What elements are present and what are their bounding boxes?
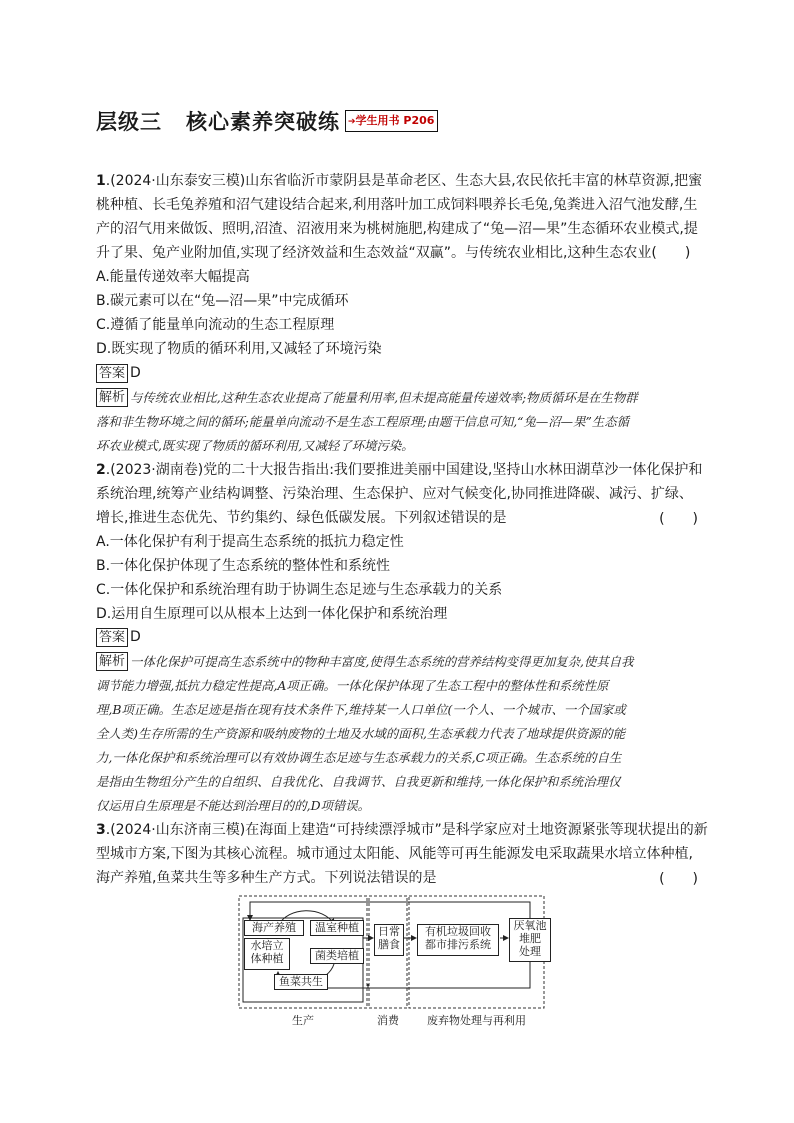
q2-explanation-line-1: 解析 一体化保护可提高生态系统中的物种丰富度,使得生态系统的营养结构变得更加复杂,使其自我 — [96, 652, 634, 672]
q2-explanation-line-7: 仅运用自生原理是不能达到治理目的的,D项错误。 — [96, 798, 371, 813]
q2-answer — [96, 628, 141, 647]
q1-explanation-line-3: 环农业模式,既实现了物质的循环利用,又减轻了环境污染。 — [96, 438, 414, 453]
q1-number: 1 — [96, 173, 106, 189]
daily-diet-box: 日常 膳食 — [374, 924, 404, 956]
q1-line-4: 升了果、兔产业附加值,实现了经济效益和生态效益“双赢”。与传统农业相比,这种生态农业( ) — [96, 245, 691, 261]
q2-number: 2 — [96, 462, 106, 478]
answer-tag: 答案 — [96, 628, 128, 647]
arrow-icon: ➔ — [348, 117, 356, 127]
q2-option-a: A.一体化保护有利于提高生态系统的抵抗力稳定性 — [96, 534, 404, 550]
aquaponics-box: 鱼菜共生 — [274, 974, 328, 990]
greenhouse-box: 温室种植 — [310, 920, 364, 936]
organic-waste-label: 有机垃圾回收 — [425, 925, 491, 938]
answer-tag: 答案 — [96, 364, 128, 383]
q1-line-1: 1.(2024·山东泰安三模)山东省临沂市蒙阴县是革命老区、生态大县,农民依托丰富的林草资源,把蜜 — [96, 173, 703, 189]
q2-option-c: C.一体化保护和系统治理有助于协调生态足迹与生态承载力的关系 — [96, 582, 503, 598]
q2-explanation-line-6: 是指由生物组分产生的自组织、自我优化、自我调节、自我更新和维持,一体化保护和系统治理仅 — [96, 774, 621, 789]
consumption-label: 消费 — [377, 1014, 399, 1027]
q3-number: 3 — [96, 822, 106, 838]
q3-line-1: 3.(2024·山东济南三模)在海面上建造“可持续漂浮城市”是科学家应对土地资源紧张等现状提出的新 — [96, 822, 708, 838]
q1-line-3: 产的沼气用来做饭、照明,沼渣、沼液用来为桃树施肥,构建成了“兔—沼—果”生态循环农业模式,提 — [96, 221, 698, 237]
explanation-tag: 解析 — [96, 652, 128, 671]
waste-system-box — [417, 924, 499, 956]
explanation-tag: 解析 — [96, 388, 128, 407]
q1-option-c: C.遵循了能量单向流动的生态工程原理 — [96, 317, 335, 333]
q2-option-d: D.运用自生原理可以从根本上达到一体化保护和系统治理 — [96, 606, 448, 622]
q3-line-2: 型城市方案,下图为其核心流程。城市通过太阳能、风能等可再生能源发电采取蔬果水培立体种植, — [96, 846, 693, 862]
textbook-ref-tag — [345, 110, 438, 132]
q1-option-b: B.碳元素可以在“兔—沼—果”中完成循环 — [96, 293, 349, 309]
q1-explanation-line-1: 解析 与传统农业相比,这种生态农业提高了能量利用率,但未提高能量传递效率;物质循环是在生物群 — [96, 388, 638, 408]
q2-line-2: 系统治理,统筹产业结构调整、污染治理、生态保护、应对气候变化,协同推进降碳、减污、扩绿、 — [96, 486, 693, 502]
anaerobic-compost-box: 厌氧池 堆肥 处理 — [509, 918, 551, 962]
production-label: 生产 — [292, 1014, 314, 1027]
level-label: 层级三 — [96, 110, 162, 134]
q1-answer-value: D — [130, 365, 141, 381]
q1-explanation-line-2: 落和非生物环境之间的循环;能量单向流动不是生态工程原理;由题干信息可知,“兔—沼—果”生态循 — [96, 414, 629, 429]
q1-answer — [96, 364, 141, 383]
sewage-system-label: 都市排污系统 — [425, 938, 491, 951]
mushroom-box: 菌类培植 — [310, 948, 364, 964]
q2-answer-blank: ( ) — [659, 511, 698, 527]
q1-line-2: 桃种植、长毛兔养殖和沼气建设结合起来,利用落叶加工成饲料喂养长毛兔,兔粪进入沼气池发酵,生 — [96, 197, 698, 213]
mariculture-box: 海产养殖 — [244, 920, 304, 936]
q2-explanation-line-4: 全人类)生存所需的生产资源和吸纳废物的土地及水域的面积,生态承载力代表了地球提供资源的能 — [96, 726, 626, 741]
waste-label: 废弃物处理与再利用 — [427, 1014, 526, 1027]
q2-explanation-line-5: 力,一体化保护和系统治理可以有效协调生态足迹与生态承载力的关系,C项正确。生态系统的自生 — [96, 750, 622, 765]
textbook-ref-text: 学生用书 P206 — [355, 114, 435, 127]
q3-answer-blank: ( ) — [659, 871, 698, 887]
hydroponics-box: 水培立 体种植 — [244, 938, 290, 970]
q2-answer-value: D — [130, 629, 141, 645]
section-title: 核心素养突破练 — [186, 110, 340, 134]
q2-explanation-line-3: 理,B项正确。生态足迹是指在现有技术条件下,维持某一人口单位(一个人、一个城市、一个国家或 — [96, 702, 626, 717]
q3-line-3: 海产养殖,鱼菜共生等多种生产方式。下列说法错误的是 — [96, 870, 437, 886]
q2-line-1: 2.(2023·湖南卷)党的二十大报告指出:我们要推进美丽中国建设,坚持山水林田湖草沙一体化保护和 — [96, 462, 703, 478]
q2-explanation-line-2: 调节能力增强,抵抗力稳定性提高,A项正确。一体化保护体现了生态工程中的整体性和系统性原 — [96, 678, 609, 693]
q2-option-b: B.一体化保护体现了生态系统的整体性和系统性 — [96, 558, 391, 574]
q2-line-3: 增长,推进生态优先、节约集约、绿色低碳发展。下列叙述错误的是 — [96, 510, 507, 526]
q1-option-d: D.既实现了物质的循环利用,又减轻了环境污染 — [96, 341, 382, 357]
section-heading — [96, 106, 340, 136]
flow-diagram — [238, 892, 546, 1032]
q1-option-a: A.能量传递效率大幅提高 — [96, 269, 250, 285]
